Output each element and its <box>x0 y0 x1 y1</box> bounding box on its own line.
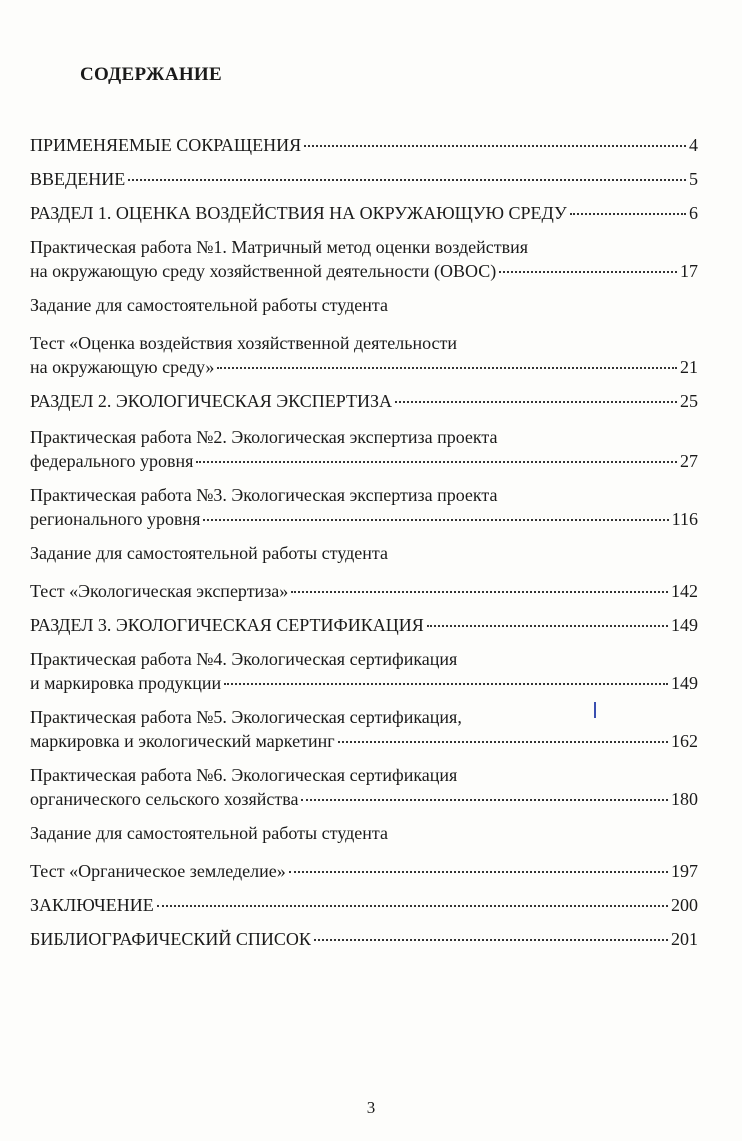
dot-leader <box>203 519 668 521</box>
toc-entry <box>30 927 698 951</box>
toc-entry-text: Практическая работа №1. Матричный метод оценки воздействия <box>30 237 529 257</box>
dot-leader <box>395 401 677 403</box>
toc-entry-text: Тест «Органическое земледелие» <box>30 861 286 881</box>
toc-entry-text: Тест «Оценка воздействия хозяйственной деятельности <box>30 333 458 353</box>
toc-entry-text: БИБЛИОГРАФИЧЕСКИЙ СПИСОК <box>30 929 311 949</box>
toc-page-number: 162 <box>671 731 698 751</box>
toc-entry-text: РАЗДЕЛ 2. ЭКОЛОГИЧЕСКАЯ ЭКСПЕРТИЗА <box>30 391 392 411</box>
dot-leader <box>196 461 677 463</box>
table-of-contents <box>30 133 698 961</box>
toc-entry <box>30 483 698 531</box>
dot-leader <box>128 179 686 181</box>
toc-entry <box>30 293 698 317</box>
entry-spacer <box>30 157 698 167</box>
page-number: 3 <box>366 1098 376 1117</box>
toc-page-number: 6 <box>689 203 698 223</box>
toc-entry-text: Практическая работа №2. Экологическая экспертиза проекта <box>30 427 498 447</box>
dot-leader <box>224 683 668 685</box>
toc-page-number: 201 <box>671 929 698 949</box>
toc-entry <box>30 893 698 917</box>
toc-entry-text: Практическая работа №3. Экологическая экспертиза проекта <box>30 485 498 505</box>
dot-leader <box>314 939 668 941</box>
toc-entry-text: ЗАКЛЮЧЕНИЕ <box>30 895 154 915</box>
entry-spacer <box>30 531 698 541</box>
toc-page-number: 21 <box>680 357 698 377</box>
entry-spacer <box>30 603 698 613</box>
toc-page-number: 142 <box>671 581 698 601</box>
entry-spacer <box>30 695 698 705</box>
entry-spacer <box>30 317 698 331</box>
entry-spacer <box>30 917 698 927</box>
toc-entry <box>30 331 698 379</box>
dot-leader <box>157 905 668 907</box>
entry-spacer <box>30 811 698 821</box>
toc-entry-text: ПРИМЕНЯЕМЫЕ СОКРАЩЕНИЯ <box>30 135 302 155</box>
toc-page-number: 27 <box>680 451 698 471</box>
toc-title: СОДЕРЖАНИЕ <box>80 64 222 85</box>
toc-entry <box>30 763 698 811</box>
toc-entry-text: органического сельского хозяйства <box>30 789 299 809</box>
toc-entry-text: Практическая работа №4. Экологическая сертификация <box>30 649 458 669</box>
toc-page-number: 25 <box>680 391 698 411</box>
toc-entry-text: ВВЕДЕНИЕ <box>30 169 126 189</box>
toc-page-number: 4 <box>689 135 698 155</box>
dot-leader <box>499 271 677 273</box>
entry-spacer <box>30 225 698 235</box>
toc-entry-text: Задание для самостоятельной работы студента <box>30 823 388 843</box>
toc-entry <box>30 389 698 413</box>
toc-entry <box>30 613 698 637</box>
dot-leader <box>217 367 677 369</box>
toc-entry-text: на окружающую среду хозяйственной деятельности (ОВОС) <box>30 261 497 281</box>
entry-spacer <box>30 951 698 961</box>
entry-spacer <box>30 845 698 859</box>
toc-entry <box>30 821 698 845</box>
toc-entry <box>30 425 698 473</box>
dot-leader <box>338 741 668 743</box>
dot-leader <box>304 145 686 147</box>
toc-entry-text: Тест «Экологическая экспертиза» <box>30 581 289 601</box>
toc-entry <box>30 579 698 603</box>
toc-entry-text: регионального уровня <box>30 509 201 529</box>
toc-page-number: 149 <box>671 673 698 693</box>
toc-page-number: 5 <box>689 169 698 189</box>
entry-spacer <box>30 637 698 647</box>
toc-entry-text: на окружающую среду» <box>30 357 215 377</box>
dot-leader <box>427 625 668 627</box>
toc-page-number: 149 <box>671 615 698 635</box>
toc-page-number: 116 <box>671 509 698 529</box>
entry-spacer <box>30 379 698 389</box>
toc-page-number: 200 <box>671 895 698 915</box>
dot-leader <box>570 213 686 215</box>
toc-page-number: 197 <box>671 861 698 881</box>
pen-mark <box>594 702 596 718</box>
toc-entry <box>30 647 698 695</box>
toc-entry <box>30 235 698 283</box>
entry-spacer <box>30 191 698 201</box>
toc-entry-text: РАЗДЕЛ 3. ЭКОЛОГИЧЕСКАЯ СЕРТИФИКАЦИЯ <box>30 615 424 635</box>
toc-page-number: 17 <box>680 261 698 281</box>
toc-entry-text: Задание для самостоятельной работы студента <box>30 295 388 315</box>
toc-entry <box>30 859 698 883</box>
entry-spacer <box>30 753 698 763</box>
toc-entry-text: Практическая работа №6. Экологическая сертификация <box>30 765 458 785</box>
toc-entry-text: РАЗДЕЛ 1. ОЦЕНКА ВОЗДЕЙСТВИЯ НА ОКРУЖАЮЩУЮ СРЕДУ <box>30 203 567 223</box>
toc-entry <box>30 201 698 225</box>
toc-entry <box>30 133 698 157</box>
dot-leader <box>301 799 668 801</box>
entry-spacer <box>30 565 698 579</box>
toc-entry-text: маркировка и экологический маркетинг <box>30 731 335 751</box>
entry-spacer <box>30 473 698 483</box>
entry-spacer <box>30 413 698 425</box>
toc-entry-text: и маркировка продукции <box>30 673 222 693</box>
toc-entry <box>30 541 698 565</box>
dot-leader <box>289 871 668 873</box>
toc-entry-text: Практическая работа №5. Экологическая сертификация, <box>30 707 462 727</box>
toc-entry-text: Задание для самостоятельной работы студента <box>30 543 388 563</box>
entry-spacer <box>30 883 698 893</box>
entry-spacer <box>30 283 698 293</box>
toc-page-number: 180 <box>671 789 698 809</box>
toc-entry-text: федерального уровня <box>30 451 194 471</box>
toc-entry <box>30 705 698 753</box>
toc-entry <box>30 167 698 191</box>
dot-leader <box>291 591 668 593</box>
